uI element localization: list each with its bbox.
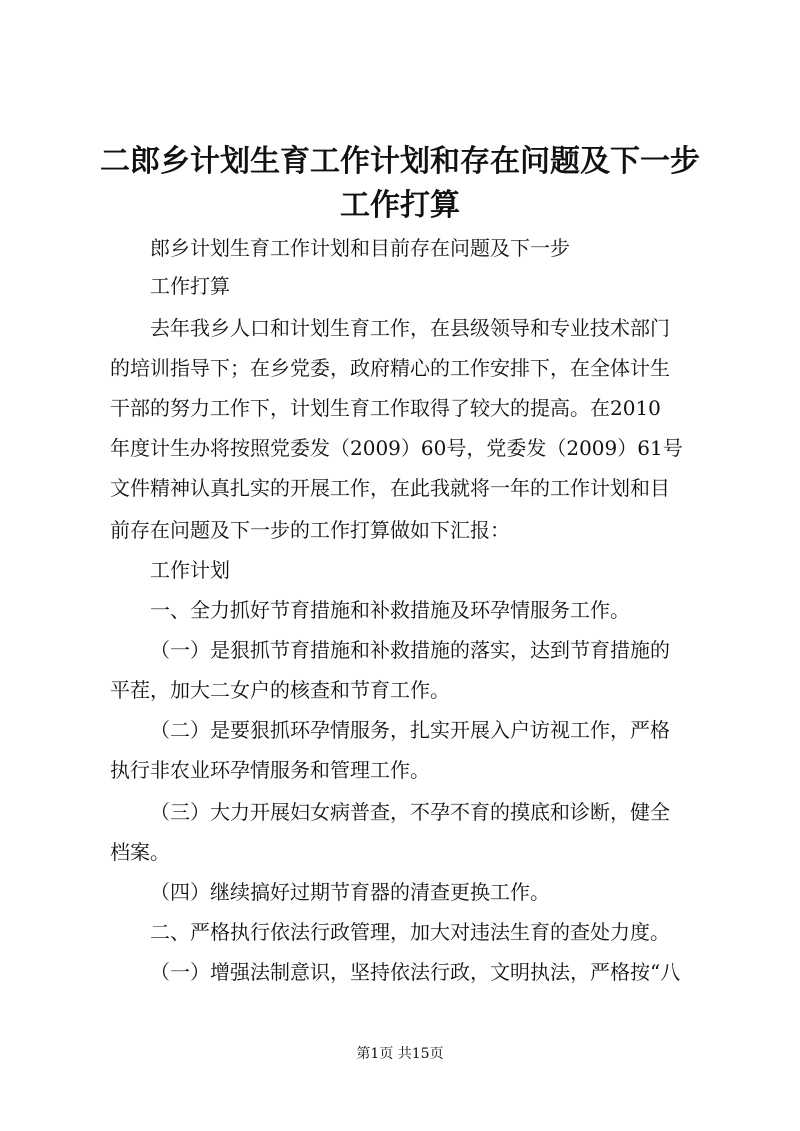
body-line: （一）是狠抓节育措施和补救措施的落实，达到节育措施的	[150, 638, 670, 662]
document-title-line-1: 二郎乡计划生育工作计划和存在问题及下一步	[100, 144, 700, 179]
body-line: （二）是要狠抓环孕情服务，扎实开展入户访视工作，严格	[150, 718, 670, 742]
body-line: 的培训指导下；在乡党委，政府精心的工作安排下，在全体计生	[110, 356, 670, 380]
body-line: 前存在问题及下一步的工作打算做如下汇报：	[110, 518, 510, 542]
body-line: （四）继续搞好过期节育器的清查更换工作。	[150, 880, 550, 904]
body-line: （一）增强法制意识，坚持依法行政，文明执法，严格按“八	[150, 960, 681, 984]
page-footer: 第1页 共15页	[356, 1046, 444, 1062]
body-line: 年度计生办将按照党委发（2009）60号，党委发（2009）61号	[110, 436, 683, 460]
body-line: 档案。	[110, 840, 170, 864]
body-line: 干部的努力工作下，计划生育工作取得了较大的提高。在2010	[110, 396, 661, 420]
section-heading: 工作计划	[150, 558, 230, 582]
body-line: （三）大力开展妇女病普查，不孕不育的摸底和诊断，健全	[150, 800, 670, 824]
document-title-line-2: 工作打算	[340, 188, 460, 223]
body-line: 文件精神认真扎实的开展工作，在此我就将一年的工作计划和目	[110, 476, 670, 500]
section-heading: 一、全力抓好节育措施和补救措施及环孕情服务工作。	[150, 598, 630, 622]
body-line: 去年我乡人口和计划生育工作，在县级领导和专业技术部门	[150, 316, 670, 340]
section-heading: 二、严格执行依法行政管理，加大对违法生育的查处力度。	[150, 920, 670, 944]
subtitle-line-2: 工作打算	[150, 274, 230, 298]
body-line: 平茬，加大二女户的核查和节育工作。	[110, 678, 450, 702]
body-line: 执行非农业环孕情服务和管理工作。	[110, 758, 430, 782]
subtitle-line-1: 郎乡计划生育工作计划和目前存在问题及下一步	[150, 236, 570, 260]
